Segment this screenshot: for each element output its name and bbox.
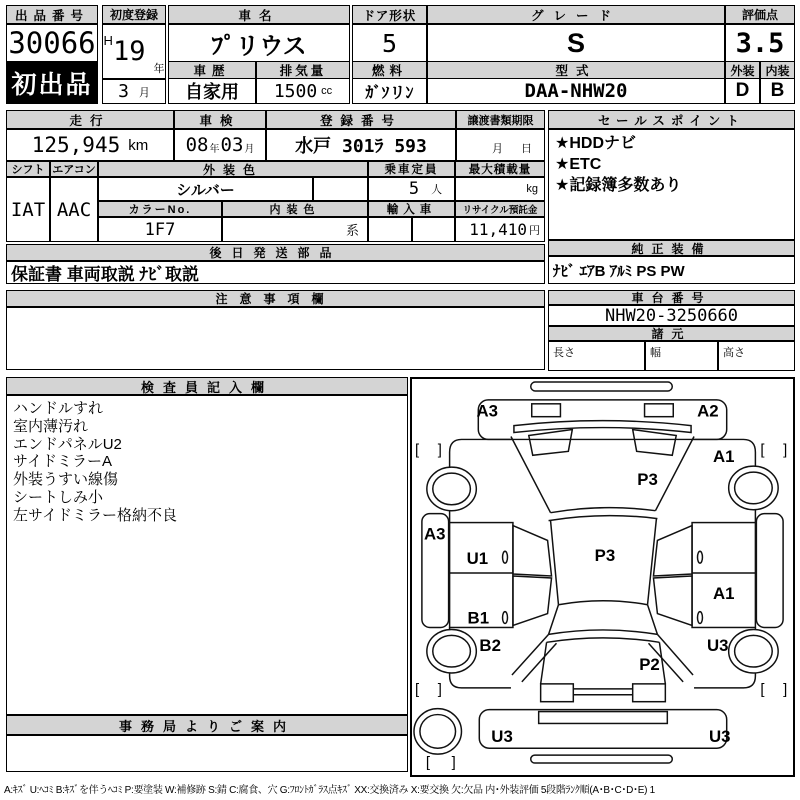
score-label: 評価点 xyxy=(725,5,795,24)
transfer-docs-label: 譲渡書類期限 xyxy=(456,110,545,129)
damage-label: U3 xyxy=(709,727,731,747)
chassis-number-label: 車台番号 xyxy=(548,290,795,305)
history: 自家用 xyxy=(168,78,256,104)
aircon-label: エアコン xyxy=(50,161,98,177)
interior-color: 系 xyxy=(222,217,368,242)
sales-points xyxy=(548,129,795,240)
month-unit: 月 xyxy=(492,143,503,155)
exterior-grade-label: 外装 xyxy=(725,61,760,79)
month-unit: 月 xyxy=(244,144,255,155)
damage-label: B2 xyxy=(479,636,501,656)
reg-year: 19 xyxy=(112,36,146,67)
inspector-note: ハンドルすれ xyxy=(13,400,104,417)
damage-label: U1 xyxy=(466,549,489,569)
car-damage-diagram xyxy=(412,379,793,775)
auction-number-label: 出品番号 xyxy=(6,5,98,24)
equipment: ﾅﾋﾞ ｴｱB ｱﾙﾐ PS PW xyxy=(548,256,795,284)
car-diagram-box xyxy=(410,377,795,777)
inspector-note: エンドパネルU2 xyxy=(13,435,122,453)
caution-box xyxy=(6,307,545,370)
history-label: 車歴 xyxy=(168,61,256,79)
bracket: [ xyxy=(414,442,420,459)
cc-unit: cc xyxy=(321,85,333,97)
recycle-deposit xyxy=(455,217,545,242)
max-load-label: 最大積載量 xyxy=(455,161,545,177)
displacement-label: 排気量 xyxy=(256,61,350,79)
inspector-notes xyxy=(6,395,408,715)
exterior-grade: D xyxy=(725,78,760,104)
import-label: 輸入車 xyxy=(368,201,455,217)
color-number: 1F7 xyxy=(98,217,222,242)
registration-number-label: 登録番号 xyxy=(266,110,456,129)
inspector-note: 外装うすい線傷 xyxy=(13,471,119,489)
later-parts: 保証書 車両取説 ﾅﾋﾞ取説 xyxy=(6,261,545,284)
capacity-label: 乗車定員 xyxy=(368,161,455,177)
yen-unit: 円 xyxy=(529,225,540,237)
sales-point: ★ETC xyxy=(555,156,602,173)
car-name-label: 車名 xyxy=(168,5,350,24)
door-shape-label: ドア形状 xyxy=(352,5,427,24)
door-shape: 5 xyxy=(352,24,427,62)
interior-grade-label: 内装 xyxy=(760,61,795,79)
spec-width: 幅 xyxy=(645,341,718,371)
recycle-fee: 11,410 xyxy=(469,220,527,239)
capacity xyxy=(368,177,455,201)
max-load: kg xyxy=(455,177,545,201)
color-number-label: カラーNo. xyxy=(98,201,222,217)
inspection-expiry-label: 車検 xyxy=(174,110,266,129)
shift-label: シフト xyxy=(6,161,50,177)
mileage xyxy=(6,129,174,161)
recycle-deposit-label: リサイクル預託金 xyxy=(455,201,545,217)
interior-color-label: 内装色 xyxy=(222,201,368,217)
office-notice-box xyxy=(6,735,408,772)
mileage-label: 走行 xyxy=(6,110,174,129)
grade: S xyxy=(427,24,725,62)
inspector-note: サイドミラーA xyxy=(13,453,112,471)
bracket: [ xyxy=(414,681,420,698)
car-body-outline xyxy=(422,382,783,763)
day-unit: 日 xyxy=(521,143,532,155)
era-letter: H xyxy=(103,33,113,48)
aircon: AAC xyxy=(50,177,98,242)
displacement-value: 1500 xyxy=(273,80,318,102)
displacement xyxy=(256,78,350,104)
auction-score: 3.5 xyxy=(725,24,795,62)
damage-label: P3 xyxy=(637,469,658,489)
import-cell-right xyxy=(412,217,455,242)
model-code: DAA-NHW20 xyxy=(427,78,725,104)
registration-number: 水戸 301ﾗ 593 xyxy=(266,129,456,161)
auction-number: 30066 xyxy=(6,24,98,62)
caution-label: 注意事項欄 xyxy=(6,290,545,307)
year-unit: 年 xyxy=(153,63,165,75)
inspection-expiry xyxy=(174,129,266,161)
bracket: [ xyxy=(760,681,765,698)
damage-label: B1 xyxy=(467,608,490,628)
inspection-year: 08 xyxy=(185,134,209,156)
damage-label: U3 xyxy=(707,636,729,656)
damage-label: A1 xyxy=(712,583,735,603)
damage-label: A3 xyxy=(476,401,498,421)
damage-label: P3 xyxy=(594,546,616,566)
damage-label: A2 xyxy=(697,401,719,421)
person-unit: 人 xyxy=(431,184,443,196)
inspector-note: 室内薄汚れ xyxy=(13,417,89,435)
bracket: [ xyxy=(760,442,765,459)
later-parts-label: 後日発送部品 xyxy=(6,244,545,261)
year-unit: 年 xyxy=(209,144,220,155)
reg-month: 3 xyxy=(118,81,129,102)
bracket: ] xyxy=(451,755,456,772)
shift: IAT xyxy=(6,177,50,242)
exterior-color: シルバー xyxy=(98,177,313,201)
chassis-number: NHW20-3250660 xyxy=(548,305,795,326)
damage-label: A1 xyxy=(712,447,735,467)
exterior-color-extra xyxy=(313,177,368,201)
interior-grade: B xyxy=(760,78,795,104)
km-unit: km xyxy=(128,136,149,154)
model-code-label: 型式 xyxy=(427,61,725,79)
first-registration-year xyxy=(102,24,166,79)
capacity-value: 5 xyxy=(408,179,420,199)
car-name: ﾌﾟリウス xyxy=(168,24,350,62)
inspector-note: シートしみ小 xyxy=(13,488,104,506)
inspector-note: 左サイドミラー格納不良 xyxy=(13,506,177,524)
transfer-docs xyxy=(456,129,545,161)
import-cell-left xyxy=(368,217,412,242)
damage-label: U3 xyxy=(491,727,513,747)
inspector-notes-label: 検査員記入欄 xyxy=(6,377,408,395)
legend-footer: A:ｷｽﾞ U:ﾍｺﾐ B:ｷｽﾞを伴うﾍｺﾐ P:要塗装 W:補修跡 S:錆 C:腐食、穴 G:ﾌﾛﾝﾄｶﾞﾗｽ点ｷｽﾞ XX:交換済み X:要交換 欠:欠品 内･外装評価 5段階ﾗﾝｸ順(A･B･C･D･E) 1 xyxy=(4,785,655,796)
sales-points-label: セールスポイント xyxy=(548,110,795,129)
damage-label: A3 xyxy=(424,524,446,544)
first-listing-badge: 初出品 xyxy=(6,62,98,104)
spec-length: 長さ xyxy=(548,341,645,371)
equipment-label: 純正装備 xyxy=(548,240,795,256)
mileage-value: 125,945 xyxy=(31,133,121,157)
fuel: ｶﾞｿリﾝ xyxy=(352,78,427,104)
bracket: ] xyxy=(437,681,442,698)
bracket: ] xyxy=(783,681,788,698)
spec-height: 高さ xyxy=(718,341,795,371)
month-unit: 月 xyxy=(138,87,150,99)
specs-label: 諸元 xyxy=(548,326,795,341)
fuel-label: 燃料 xyxy=(352,61,427,79)
inspection-month: 03 xyxy=(220,134,244,156)
office-notice-label: 事務局よりご案内 xyxy=(6,715,408,735)
sales-point: ★記録簿多数あり xyxy=(555,177,682,194)
first-registration-month xyxy=(102,79,166,104)
damage-label: P2 xyxy=(639,655,660,675)
exterior-color-label: 外装色 xyxy=(98,161,368,177)
first-registration-label: 初度登録 xyxy=(102,5,166,24)
grade-label: グレード xyxy=(427,5,725,24)
bracket: [ xyxy=(425,755,430,772)
sales-point: ★HDDナビ xyxy=(555,135,637,152)
bracket: ] xyxy=(437,442,442,459)
bracket: ] xyxy=(783,442,788,459)
